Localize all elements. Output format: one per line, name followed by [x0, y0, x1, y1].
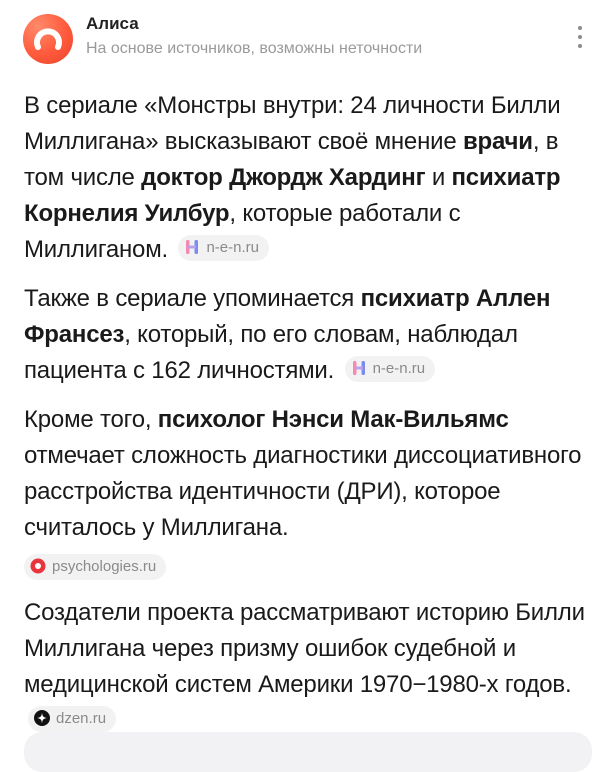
answer-paragraph: В сериале «Монстры внутри: 24 личности Билли Миллигана» высказывают своё мнение врачи, в том числе доктор Джордж Хардинг и психиатр Корнелия Уилбур, которые работали с Миллиганом. n-e-n.ru [24, 92, 561, 263]
alice-logo-icon [23, 14, 73, 64]
nen-favicon-icon [351, 360, 367, 376]
source-chip-nen[interactable] [345, 356, 436, 382]
source-label: n-e-n.ru [206, 238, 259, 256]
source-label: psychologies.ru [52, 557, 157, 575]
source-chip-psychologies[interactable] [24, 554, 166, 580]
answer-body [24, 88, 592, 752]
source-label: dzen.ru [56, 709, 107, 727]
app-name: Алиса [86, 14, 139, 33]
answer-paragraph: Создатели проекта рассматривают историю Билли Миллигана через призму ошибок судебной и медицинской систем Америки 1970−1980-х годов. dzen.ru [24, 595, 592, 739]
followup-input-area[interactable] [24, 732, 592, 772]
answer-paragraph: Кроме того, психолог Нэнси Мак-Вильямс отмечает сложность диагностики диссоциативного расстройства идентичности (ДРИ), которое считалось у Миллигана. psychologies.ru [24, 402, 592, 582]
answer-paragraph: Также в сериале упоминается психиатр Аллен Франсез, который, по его словам, наблюдал пациента с 162 личностями. n-e-n.ru [24, 285, 551, 384]
source-chip-dzen[interactable] [28, 706, 116, 732]
dzen-favicon-icon [34, 710, 50, 726]
nen-favicon-icon [184, 239, 200, 255]
source-label: n-e-n.ru [372, 359, 426, 377]
disclaimer-subtitle: На основе источников, возможны неточности [86, 40, 423, 57]
source-chip-nen[interactable] [178, 235, 269, 261]
psychologies-favicon-icon [30, 558, 46, 574]
more-vertical-icon[interactable] [570, 26, 590, 56]
answer-header [0, 0, 616, 72]
